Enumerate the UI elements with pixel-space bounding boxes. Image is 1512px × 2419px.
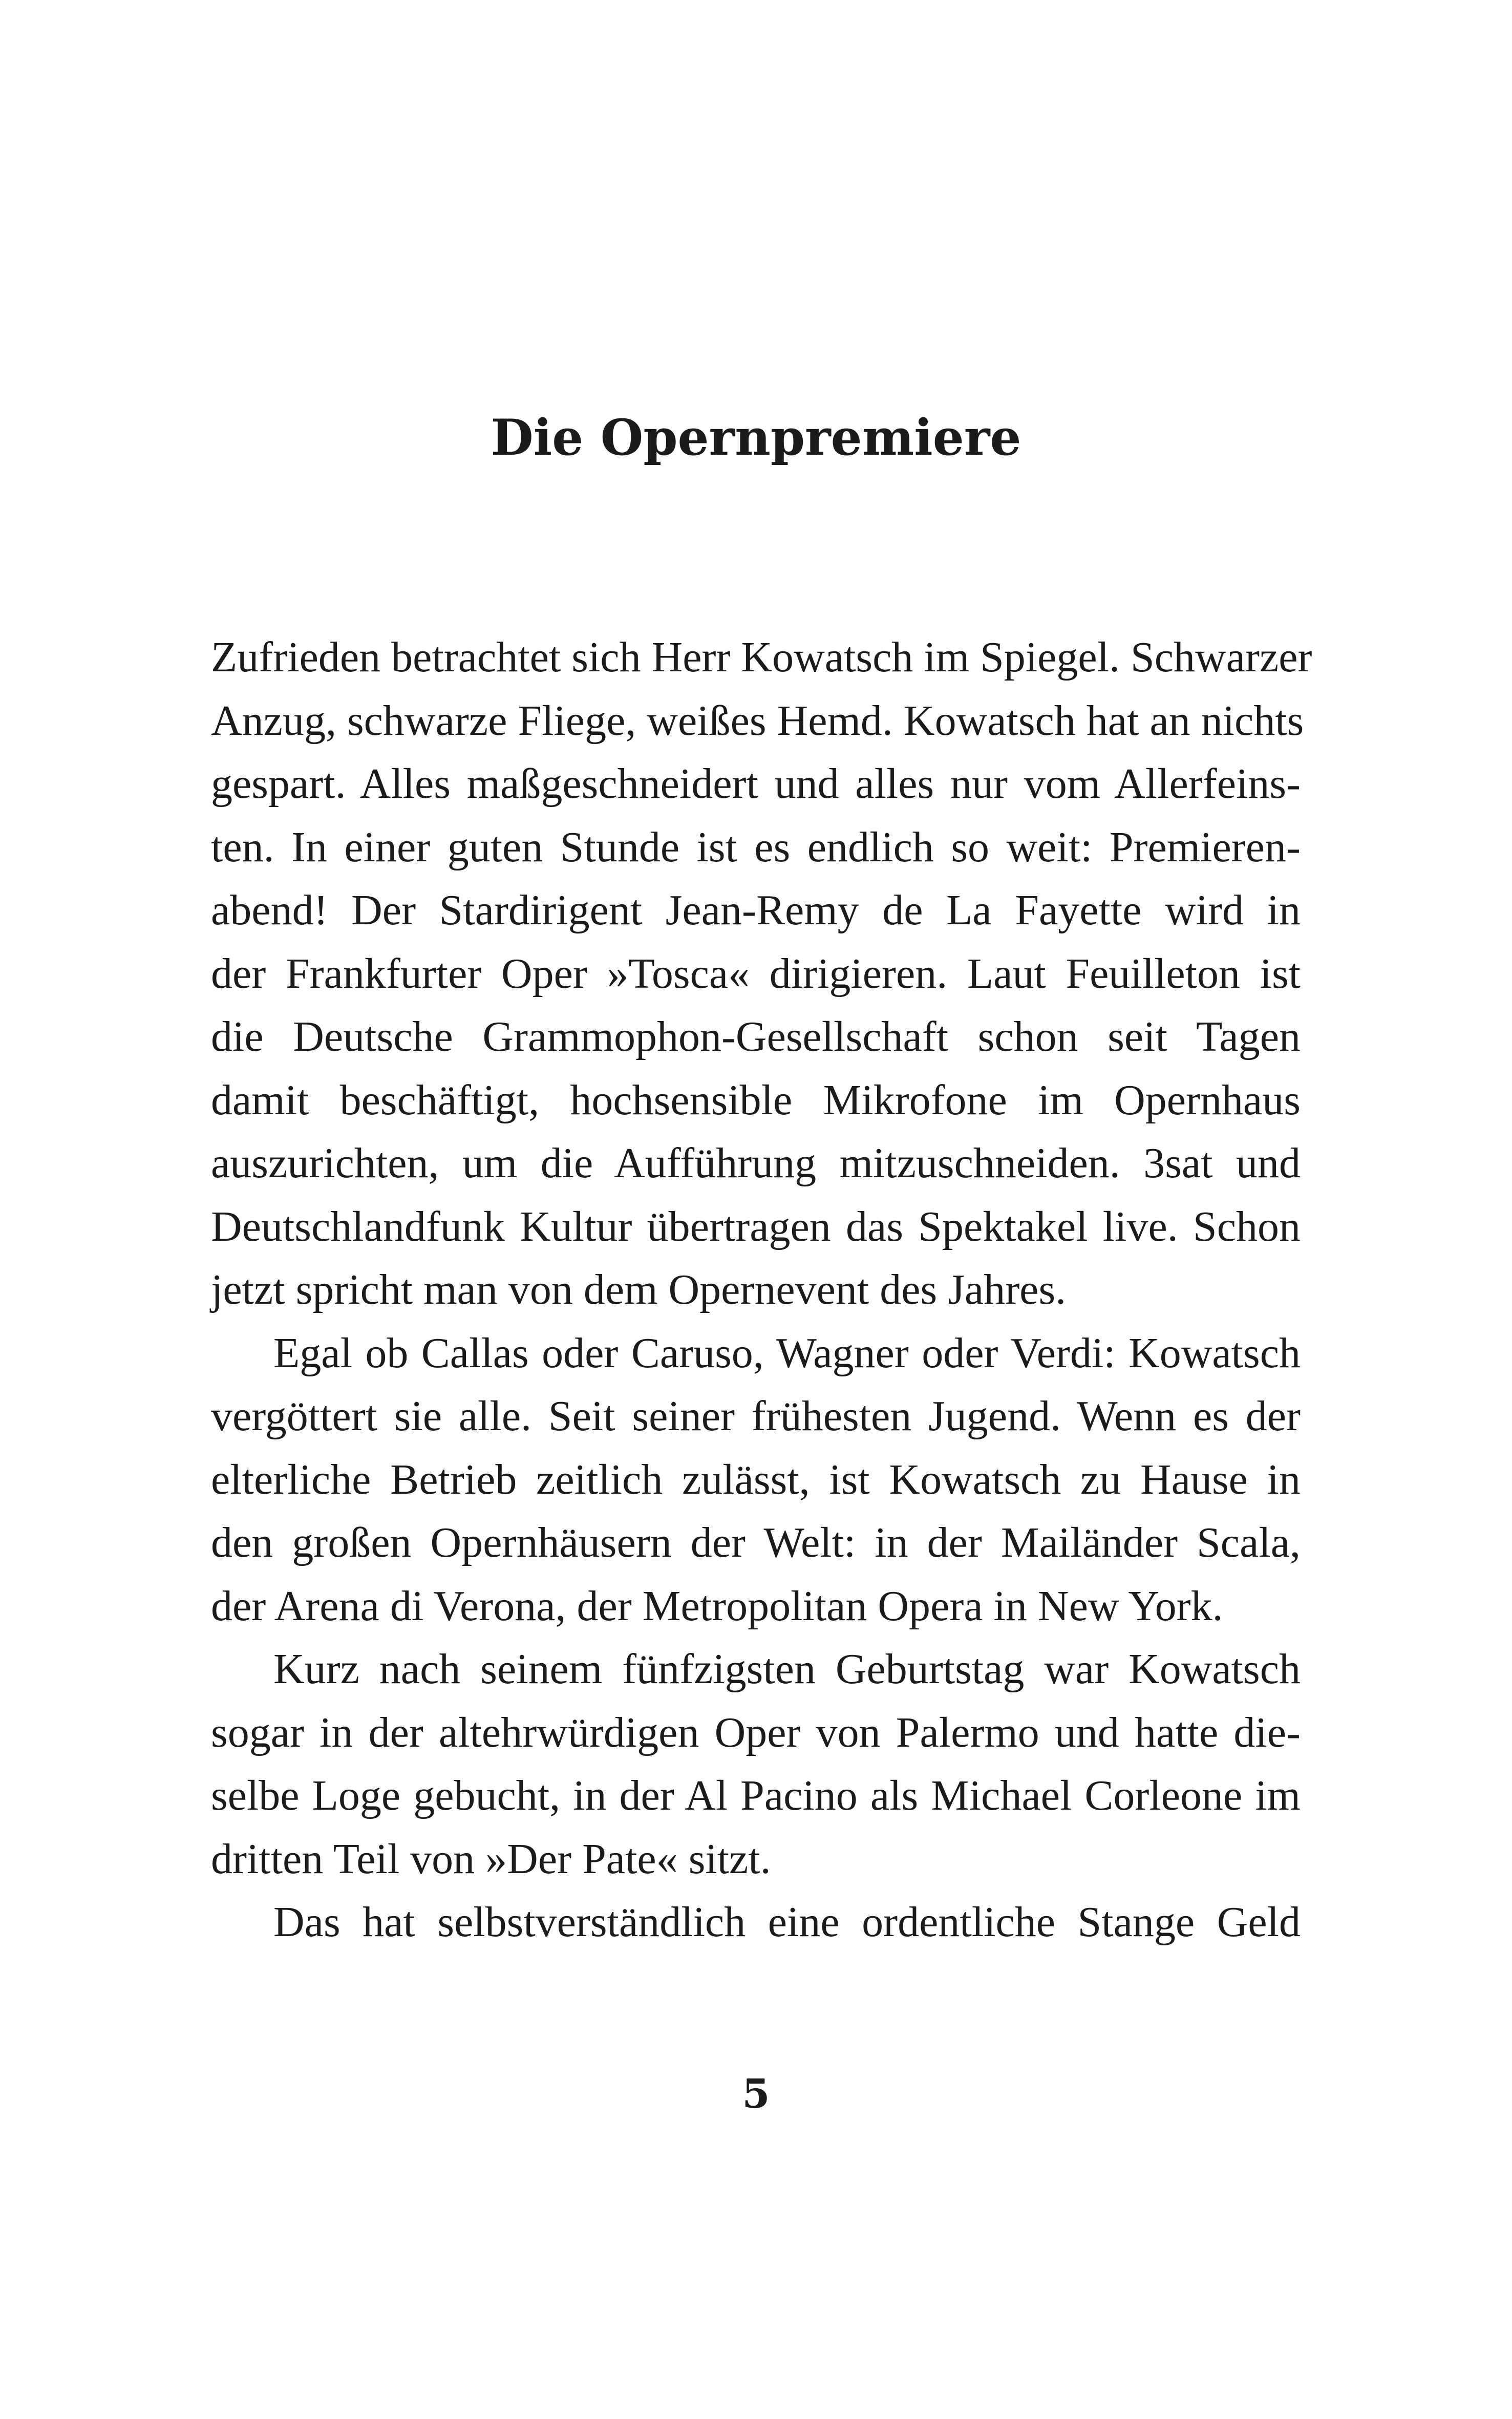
text-line: Das hat selbstverständlich eine ordentliche Stange Geld xyxy=(273,1898,1301,1946)
paragraph-4 xyxy=(211,1891,1301,1954)
paragraph-2 xyxy=(211,1322,1301,1638)
text-line: abend! Der Stardirigent Jean-Remy de La Fayette wird in xyxy=(211,886,1301,934)
text-line: Kurz nach seinem fünfzigsten Geburtstag war Kowatsch xyxy=(273,1645,1301,1693)
text-line: Deutschlandfunk Kultur übertragen das Spektakel live. Schon xyxy=(211,1202,1301,1250)
body-text xyxy=(211,626,1312,1954)
text-line: sogar in der altehrwürdigen Oper von Palermo und hatte die- xyxy=(211,1708,1301,1756)
text-line: ten. In einer guten Stunde ist es endlich so weit: Premieren- xyxy=(211,823,1301,871)
text-line: Anzug, schwarze Fliege, weißes Hemd. Kowatsch hat an nichts xyxy=(211,696,1304,745)
text-line: selbe Loge gebucht, in der Al Pacino als Michael Corleone im xyxy=(211,1772,1301,1819)
chapter-title: Die Opernpremiere xyxy=(491,409,1021,466)
text-line: der Arena di Verona, der Metropolitan Opera in New York. xyxy=(211,1582,1223,1630)
text-line: damit beschäftigt, hochsensible Mikrofone im Opernhaus xyxy=(211,1076,1301,1124)
text-line: der Frankfurter Oper »Tosca« dirigieren. Laut Feuilleton ist xyxy=(211,949,1301,998)
text-line: Egal ob Callas oder Caruso, Wagner oder Verdi: Kowatsch xyxy=(273,1329,1301,1377)
paragraph-3 xyxy=(211,1638,1301,1891)
text-line: den großen Opernhäusern der Welt: in der Mailänder Scala, xyxy=(211,1519,1301,1566)
text-line: dritten Teil von »Der Pate« sitzt. xyxy=(211,1835,771,1883)
text-line: elterliche Betrieb zeitlich zulässt, ist Kowatsch zu Hause in xyxy=(211,1455,1301,1503)
text-line: die Deutsche Grammophon-Gesellschaft schon seit Tagen xyxy=(211,1013,1301,1060)
page-number: 5 xyxy=(742,2071,770,2117)
paragraph-1 xyxy=(211,626,1312,1322)
text-line: gespart. Alles maßgeschneidert und alles nur vom Allerfeins- xyxy=(211,760,1301,808)
text-line: auszurichten, um die Aufführung mitzuschneiden. 3sat und xyxy=(211,1139,1301,1187)
text-line: Zufrieden betrachtet sich Herr Kowatsch im Spiegel. Schwarzer xyxy=(211,633,1312,681)
text-line: jetzt spricht man von dem Opernevent des Jahres. xyxy=(211,1266,1067,1313)
text-line: vergöttert sie alle. Seit seiner frühesten Jugend. Wenn es der xyxy=(211,1392,1301,1440)
